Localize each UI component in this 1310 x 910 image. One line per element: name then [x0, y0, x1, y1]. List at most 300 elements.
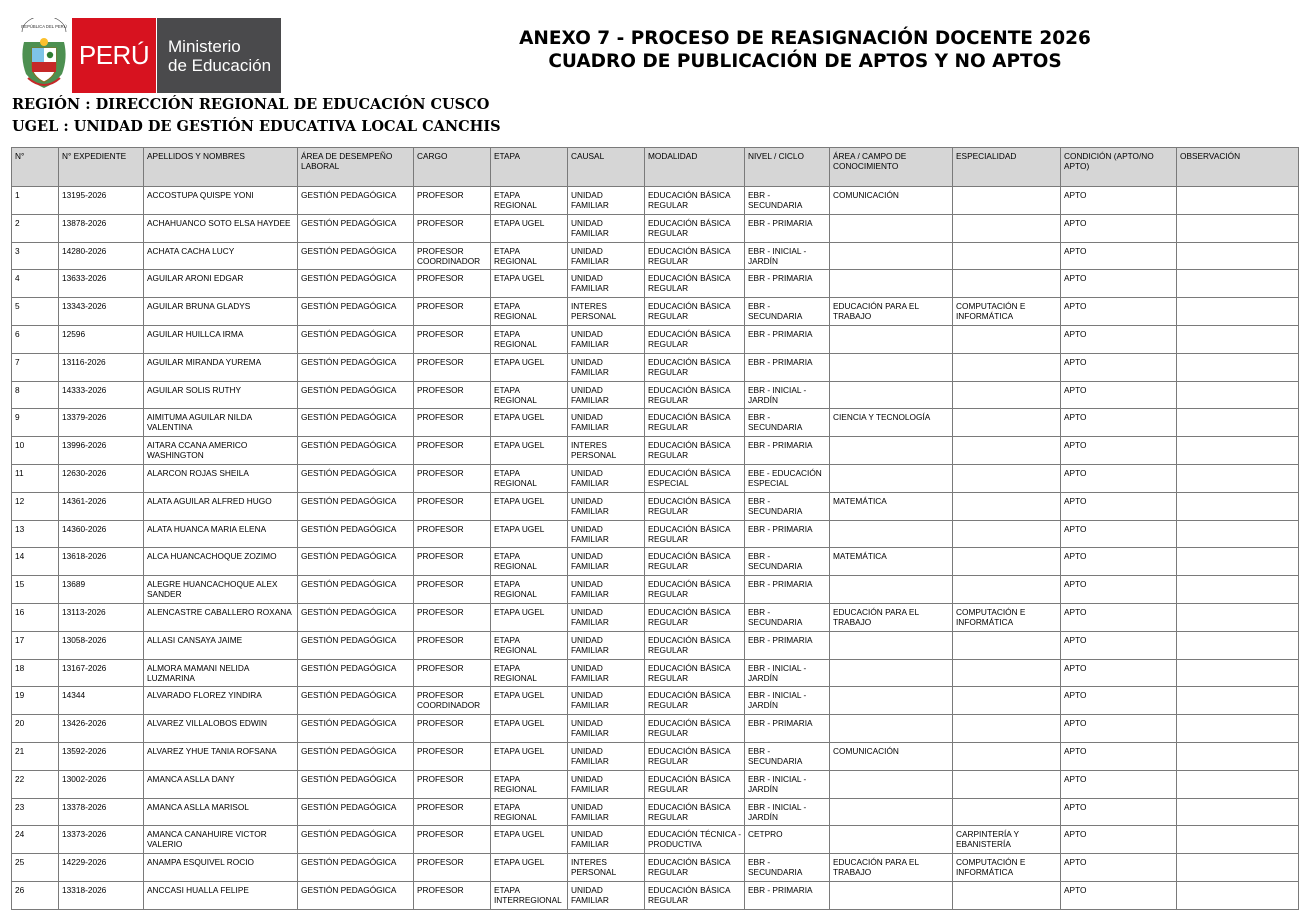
- table-cell: 15: [12, 576, 59, 604]
- table-cell: GESTIÓN PEDAGÓGICA: [298, 854, 414, 882]
- table-cell: 13343-2026: [59, 298, 144, 326]
- table-cell: ETAPA UGEL: [491, 826, 568, 854]
- table-cell: EBR - SECUNDARIA: [745, 187, 830, 215]
- table-cell: ETAPA UGEL: [491, 854, 568, 882]
- table-cell: EDUCACIÓN BÁSICA REGULAR: [645, 353, 745, 381]
- table-row: [12, 409, 1299, 437]
- table-cell: [1177, 770, 1299, 798]
- table-cell: ETAPA UGEL: [491, 437, 568, 465]
- table-cell: PROFESOR COORDINADOR: [414, 687, 491, 715]
- table-cell: 13113-2026: [59, 603, 144, 631]
- document-header: [0, 0, 1310, 145]
- table-cell: PROFESOR: [414, 270, 491, 298]
- column-header: ÁREA DE DESEMPEÑO LABORAL: [298, 148, 414, 187]
- table-row: [12, 548, 1299, 576]
- table-cell: EBR - PRIMARIA: [745, 325, 830, 353]
- table-cell: [830, 437, 953, 465]
- table-cell: EDUCACIÓN BÁSICA REGULAR: [645, 854, 745, 882]
- table-cell: EBR - PRIMARIA: [745, 270, 830, 298]
- table-cell: EBR - PRIMARIA: [745, 715, 830, 743]
- table-cell: EDUCACIÓN BÁSICA REGULAR: [645, 548, 745, 576]
- table-cell: GESTIÓN PEDAGÓGICA: [298, 770, 414, 798]
- table-cell: EBR - PRIMARIA: [745, 353, 830, 381]
- table-cell: GESTIÓN PEDAGÓGICA: [298, 464, 414, 492]
- table-cell: APTO: [1061, 881, 1177, 909]
- table-cell: 14344: [59, 687, 144, 715]
- table-cell: ACCOSTUPA QUISPE YONI: [144, 187, 298, 215]
- table-cell: APTO: [1061, 214, 1177, 242]
- table-cell: 13996-2026: [59, 437, 144, 465]
- table-cell: AMANCA CANAHUIRE VICTOR VALERIO: [144, 826, 298, 854]
- table-cell: ETAPA UGEL: [491, 603, 568, 631]
- table-cell: CETPRO: [745, 826, 830, 854]
- table-cell: GESTIÓN PEDAGÓGICA: [298, 187, 414, 215]
- table-cell: EDUCACIÓN PARA EL TRABAJO: [830, 854, 953, 882]
- table-cell: GESTIÓN PEDAGÓGICA: [298, 242, 414, 270]
- table-cell: [1177, 576, 1299, 604]
- table-cell: ETAPA UGEL: [491, 270, 568, 298]
- table-cell: PROFESOR: [414, 742, 491, 770]
- table-cell: [1177, 381, 1299, 409]
- table-cell: [953, 687, 1061, 715]
- table-cell: 24: [12, 826, 59, 854]
- table-row: [12, 881, 1299, 909]
- table-cell: [953, 325, 1061, 353]
- table-cell: 13167-2026: [59, 659, 144, 687]
- table-cell: GESTIÓN PEDAGÓGICA: [298, 687, 414, 715]
- table-cell: APTO: [1061, 854, 1177, 882]
- table-cell: GESTIÓN PEDAGÓGICA: [298, 270, 414, 298]
- table-cell: 23: [12, 798, 59, 826]
- column-header: OBSERVACIÓN: [1177, 148, 1299, 187]
- table-cell: AITARA CCANA AMERICO WASHINGTON: [144, 437, 298, 465]
- table-cell: [953, 798, 1061, 826]
- table-cell: EDUCACIÓN BÁSICA REGULAR: [645, 631, 745, 659]
- table-row: [12, 353, 1299, 381]
- table-cell: [830, 325, 953, 353]
- table-cell: 4: [12, 270, 59, 298]
- table-cell: 2: [12, 214, 59, 242]
- table-row: [12, 242, 1299, 270]
- table-cell: [1177, 298, 1299, 326]
- column-header: N°: [12, 148, 59, 187]
- table-cell: EBR - SECUNDARIA: [745, 603, 830, 631]
- table-cell: GESTIÓN PEDAGÓGICA: [298, 353, 414, 381]
- table-cell: EBR - PRIMARIA: [745, 520, 830, 548]
- table-cell: EDUCACIÓN BÁSICA REGULAR: [645, 715, 745, 743]
- table-cell: APTO: [1061, 770, 1177, 798]
- table-cell: [1177, 854, 1299, 882]
- table-cell: UNIDAD FAMILIAR: [568, 659, 645, 687]
- table-cell: [830, 270, 953, 298]
- table-cell: PROFESOR: [414, 826, 491, 854]
- table-cell: ETAPA REGIONAL: [491, 242, 568, 270]
- table-cell: UNIDAD FAMILIAR: [568, 492, 645, 520]
- table-cell: UNIDAD FAMILIAR: [568, 826, 645, 854]
- table-cell: PROFESOR: [414, 770, 491, 798]
- table-cell: [1177, 325, 1299, 353]
- table-row: [12, 214, 1299, 242]
- table-row: [12, 631, 1299, 659]
- table-cell: COMUNICACIÓN: [830, 187, 953, 215]
- table-cell: [1177, 492, 1299, 520]
- results-table: [11, 147, 1299, 910]
- table-cell: [830, 715, 953, 743]
- table-cell: APTO: [1061, 298, 1177, 326]
- table-cell: 7: [12, 353, 59, 381]
- table-cell: UNIDAD FAMILIAR: [568, 464, 645, 492]
- table-cell: APTO: [1061, 353, 1177, 381]
- column-header: ÁREA / CAMPO DE CONOCIMIENTO: [830, 148, 953, 187]
- table-cell: INTERES PERSONAL: [568, 854, 645, 882]
- table-row: [12, 187, 1299, 215]
- table-cell: [953, 715, 1061, 743]
- table-cell: UNIDAD FAMILIAR: [568, 270, 645, 298]
- table-cell: 25: [12, 854, 59, 882]
- table-cell: APTO: [1061, 381, 1177, 409]
- table-cell: PROFESOR COORDINADOR: [414, 242, 491, 270]
- table-cell: GESTIÓN PEDAGÓGICA: [298, 437, 414, 465]
- table-cell: ETAPA UGEL: [491, 214, 568, 242]
- table-cell: EBR - SECUNDARIA: [745, 409, 830, 437]
- table-cell: [830, 826, 953, 854]
- table-cell: ANCCASI HUALLA FELIPE: [144, 881, 298, 909]
- table-cell: EBR - SECUNDARIA: [745, 298, 830, 326]
- table-cell: ALENCASTRE CABALLERO ROXANA: [144, 603, 298, 631]
- table-cell: APTO: [1061, 242, 1177, 270]
- table-cell: PROFESOR: [414, 381, 491, 409]
- table-cell: ETAPA INTERREGIONAL: [491, 881, 568, 909]
- table-cell: 21: [12, 742, 59, 770]
- table-cell: [953, 576, 1061, 604]
- table-cell: EDUCACIÓN BÁSICA REGULAR: [645, 381, 745, 409]
- table-cell: PROFESOR: [414, 325, 491, 353]
- table-cell: 22: [12, 770, 59, 798]
- table-cell: [953, 214, 1061, 242]
- table-cell: ETAPA REGIONAL: [491, 659, 568, 687]
- table-cell: ETAPA REGIONAL: [491, 770, 568, 798]
- column-header: CARGO: [414, 148, 491, 187]
- peru-coat-of-arms-icon: [16, 18, 72, 93]
- table-cell: [830, 242, 953, 270]
- table-row: [12, 437, 1299, 465]
- table-cell: GESTIÓN PEDAGÓGICA: [298, 409, 414, 437]
- table-cell: EDUCACIÓN PARA EL TRABAJO: [830, 603, 953, 631]
- table-cell: UNIDAD FAMILIAR: [568, 381, 645, 409]
- table-cell: PROFESOR: [414, 659, 491, 687]
- table-cell: 11: [12, 464, 59, 492]
- table-cell: EDUCACIÓN BÁSICA REGULAR: [645, 576, 745, 604]
- table-cell: EDUCACIÓN BÁSICA REGULAR: [645, 187, 745, 215]
- table-cell: 14: [12, 548, 59, 576]
- table-cell: 12596: [59, 325, 144, 353]
- column-header: N° EXPEDIENTE: [59, 148, 144, 187]
- table-cell: EDUCACIÓN BÁSICA ESPECIAL: [645, 464, 745, 492]
- table-cell: INTERES PERSONAL: [568, 437, 645, 465]
- table-cell: MATEMÁTICA: [830, 548, 953, 576]
- table-cell: GESTIÓN PEDAGÓGICA: [298, 881, 414, 909]
- table-cell: UNIDAD FAMILIAR: [568, 520, 645, 548]
- table-cell: 26: [12, 881, 59, 909]
- table-cell: APTO: [1061, 270, 1177, 298]
- table-cell: ALATA HUANCA MARIA ELENA: [144, 520, 298, 548]
- table-cell: PROFESOR: [414, 881, 491, 909]
- table-cell: 13318-2026: [59, 881, 144, 909]
- table-cell: APTO: [1061, 603, 1177, 631]
- table-cell: EBR - INICIAL - JARDÍN: [745, 798, 830, 826]
- table-cell: ETAPA UGEL: [491, 715, 568, 743]
- table-cell: UNIDAD FAMILIAR: [568, 742, 645, 770]
- table-cell: [1177, 603, 1299, 631]
- table-cell: [1177, 798, 1299, 826]
- table-cell: APTO: [1061, 687, 1177, 715]
- table-cell: [1177, 187, 1299, 215]
- table-cell: EDUCACIÓN BÁSICA REGULAR: [645, 325, 745, 353]
- table-cell: EDUCACIÓN BÁSICA REGULAR: [645, 687, 745, 715]
- table-cell: [1177, 687, 1299, 715]
- table-cell: 13058-2026: [59, 631, 144, 659]
- table-cell: APTO: [1061, 492, 1177, 520]
- table-cell: PROFESOR: [414, 437, 491, 465]
- table-row: [12, 659, 1299, 687]
- table-cell: 14361-2026: [59, 492, 144, 520]
- table-cell: EDUCACIÓN BÁSICA REGULAR: [645, 214, 745, 242]
- table-cell: GESTIÓN PEDAGÓGICA: [298, 325, 414, 353]
- table-cell: PROFESOR: [414, 492, 491, 520]
- table-cell: CARPINTERÍA Y EBANISTERÍA: [953, 826, 1061, 854]
- table-cell: 9: [12, 409, 59, 437]
- table-cell: [830, 353, 953, 381]
- table-row: [12, 687, 1299, 715]
- table-cell: PROFESOR: [414, 603, 491, 631]
- table-cell: AIMITUMA AGUILAR NILDA VALENTINA: [144, 409, 298, 437]
- table-cell: [1177, 242, 1299, 270]
- table-cell: UNIDAD FAMILIAR: [568, 631, 645, 659]
- table-row: [12, 770, 1299, 798]
- table-cell: 13426-2026: [59, 715, 144, 743]
- table-cell: [1177, 437, 1299, 465]
- table-cell: 10: [12, 437, 59, 465]
- table-cell: APTO: [1061, 576, 1177, 604]
- table-cell: ETAPA UGEL: [491, 409, 568, 437]
- table-cell: COMPUTACIÓN E INFORMÁTICA: [953, 298, 1061, 326]
- table-cell: [830, 381, 953, 409]
- table-cell: [830, 798, 953, 826]
- table-cell: [1177, 353, 1299, 381]
- table-cell: [830, 631, 953, 659]
- table-cell: EDUCACIÓN BÁSICA REGULAR: [645, 798, 745, 826]
- table-cell: ETAPA UGEL: [491, 742, 568, 770]
- table-cell: PROFESOR: [414, 631, 491, 659]
- table-cell: APTO: [1061, 464, 1177, 492]
- table-cell: ETAPA REGIONAL: [491, 464, 568, 492]
- table-cell: UNIDAD FAMILIAR: [568, 325, 645, 353]
- table-cell: [953, 464, 1061, 492]
- table-cell: [830, 881, 953, 909]
- table-cell: COMUNICACIÓN: [830, 742, 953, 770]
- column-header: ETAPA: [491, 148, 568, 187]
- table-cell: EBE - EDUCACIÓN ESPECIAL: [745, 464, 830, 492]
- table-cell: AGUILAR ARONI EDGAR: [144, 270, 298, 298]
- table-cell: GESTIÓN PEDAGÓGICA: [298, 798, 414, 826]
- table-cell: EBR - SECUNDARIA: [745, 492, 830, 520]
- table-cell: 13195-2026: [59, 187, 144, 215]
- table-cell: ETAPA REGIONAL: [491, 325, 568, 353]
- table-cell: [1177, 715, 1299, 743]
- minedu-logo: [16, 18, 281, 93]
- table-cell: UNIDAD FAMILIAR: [568, 353, 645, 381]
- table-cell: AGUILAR BRUNA GLADYS: [144, 298, 298, 326]
- table-cell: EDUCACIÓN BÁSICA REGULAR: [645, 603, 745, 631]
- table-cell: PROFESOR: [414, 464, 491, 492]
- table-cell: AGUILAR MIRANDA YUREMA: [144, 353, 298, 381]
- table-cell: 8: [12, 381, 59, 409]
- table-cell: EBR - INICIAL - JARDÍN: [745, 770, 830, 798]
- table-row: [12, 298, 1299, 326]
- table-cell: COMPUTACIÓN E INFORMÁTICA: [953, 603, 1061, 631]
- table-cell: ETAPA REGIONAL: [491, 381, 568, 409]
- table-cell: [953, 187, 1061, 215]
- table-cell: 14333-2026: [59, 381, 144, 409]
- table-cell: EBR - INICIAL - JARDÍN: [745, 381, 830, 409]
- table-cell: EDUCACIÓN BÁSICA REGULAR: [645, 242, 745, 270]
- table-cell: [1177, 409, 1299, 437]
- table-cell: GESTIÓN PEDAGÓGICA: [298, 520, 414, 548]
- table-cell: ETAPA UGEL: [491, 687, 568, 715]
- region-label: REGIÓN : DIRECCIÓN REGIONAL DE EDUCACIÓN CUSCO: [12, 96, 490, 113]
- table-cell: CIENCIA Y TECNOLOGÍA: [830, 409, 953, 437]
- table-cell: [953, 742, 1061, 770]
- table-cell: ETAPA UGEL: [491, 520, 568, 548]
- table-row: [12, 270, 1299, 298]
- table-cell: [953, 353, 1061, 381]
- table-cell: EDUCACIÓN BÁSICA REGULAR: [645, 298, 745, 326]
- table-cell: GESTIÓN PEDAGÓGICA: [298, 214, 414, 242]
- table-cell: GESTIÓN PEDAGÓGICA: [298, 742, 414, 770]
- ministry-name: [157, 18, 281, 93]
- table-cell: APTO: [1061, 742, 1177, 770]
- table-cell: 3: [12, 242, 59, 270]
- table-cell: 13633-2026: [59, 270, 144, 298]
- table-cell: PROFESOR: [414, 798, 491, 826]
- table-cell: [953, 242, 1061, 270]
- table-cell: EDUCACIÓN BÁSICA REGULAR: [645, 520, 745, 548]
- table-cell: ALATA AGUILAR ALFRED HUGO: [144, 492, 298, 520]
- table-cell: [1177, 742, 1299, 770]
- table-cell: GESTIÓN PEDAGÓGICA: [298, 381, 414, 409]
- table-cell: PROFESOR: [414, 520, 491, 548]
- table-cell: GESTIÓN PEDAGÓGICA: [298, 631, 414, 659]
- table-cell: UNIDAD FAMILIAR: [568, 409, 645, 437]
- table-cell: ETAPA REGIONAL: [491, 298, 568, 326]
- table-cell: UNIDAD FAMILIAR: [568, 770, 645, 798]
- table-cell: [953, 631, 1061, 659]
- table-cell: AGUILAR SOLIS RUTHY: [144, 381, 298, 409]
- table-cell: APTO: [1061, 798, 1177, 826]
- column-header: MODALIDAD: [645, 148, 745, 187]
- table-cell: 13618-2026: [59, 548, 144, 576]
- table-cell: ACHAHUANCO SOTO ELSA HAYDEE: [144, 214, 298, 242]
- table-cell: EBR - INICIAL - JARDÍN: [745, 687, 830, 715]
- table-cell: UNIDAD FAMILIAR: [568, 576, 645, 604]
- table-cell: 13689: [59, 576, 144, 604]
- table-cell: UNIDAD FAMILIAR: [568, 242, 645, 270]
- peru-label: PERÚ: [72, 18, 156, 93]
- table-cell: [953, 437, 1061, 465]
- table-cell: ALVAREZ VILLALOBOS EDWIN: [144, 715, 298, 743]
- table-cell: [953, 881, 1061, 909]
- table-cell: ALMORA MAMANI NELIDA LUZMARINA: [144, 659, 298, 687]
- table-cell: INTERES PERSONAL: [568, 298, 645, 326]
- table-cell: ETAPA REGIONAL: [491, 798, 568, 826]
- table-row: [12, 742, 1299, 770]
- table-cell: ALVARADO FLOREZ YINDIRA: [144, 687, 298, 715]
- column-header: NIVEL / CICLO: [745, 148, 830, 187]
- table-cell: ALEGRE HUANCACHOQUE ALEX SANDER: [144, 576, 298, 604]
- table-cell: EBR - SECUNDARIA: [745, 854, 830, 882]
- table-cell: EDUCACIÓN BÁSICA REGULAR: [645, 437, 745, 465]
- table-cell: EBR - PRIMARIA: [745, 881, 830, 909]
- table-cell: UNIDAD FAMILIAR: [568, 687, 645, 715]
- table-cell: PROFESOR: [414, 298, 491, 326]
- table-cell: GESTIÓN PEDAGÓGICA: [298, 576, 414, 604]
- table-cell: [830, 659, 953, 687]
- table-cell: EBR - SECUNDARIA: [745, 742, 830, 770]
- table-cell: EDUCACIÓN BÁSICA REGULAR: [645, 270, 745, 298]
- table-cell: EBR - INICIAL - JARDÍN: [745, 659, 830, 687]
- table-row: [12, 826, 1299, 854]
- table-cell: 16: [12, 603, 59, 631]
- table-row: [12, 381, 1299, 409]
- table-cell: GESTIÓN PEDAGÓGICA: [298, 659, 414, 687]
- table-cell: 1: [12, 187, 59, 215]
- table-cell: [1177, 270, 1299, 298]
- table-cell: 14280-2026: [59, 242, 144, 270]
- table-cell: 17: [12, 631, 59, 659]
- table-cell: EDUCACIÓN BÁSICA REGULAR: [645, 742, 745, 770]
- table-cell: APTO: [1061, 715, 1177, 743]
- table-cell: 6: [12, 325, 59, 353]
- table-cell: APTO: [1061, 631, 1177, 659]
- table-cell: UNIDAD FAMILIAR: [568, 603, 645, 631]
- table-cell: EBR - SECUNDARIA: [745, 548, 830, 576]
- title-line-1: ANEXO 7 - PROCESO DE REASIGNACIÓN DOCENTE 2026: [519, 28, 1091, 49]
- table-row: [12, 325, 1299, 353]
- table-cell: [953, 381, 1061, 409]
- table-cell: EBR - PRIMARIA: [745, 437, 830, 465]
- table-cell: APTO: [1061, 437, 1177, 465]
- table-header-row: [12, 148, 1299, 187]
- table-cell: [830, 464, 953, 492]
- table-row: [12, 492, 1299, 520]
- table-cell: 13002-2026: [59, 770, 144, 798]
- table-cell: 20: [12, 715, 59, 743]
- table-cell: EBR - INICIAL - JARDÍN: [745, 242, 830, 270]
- ugel-label: UGEL : UNIDAD DE GESTIÓN EDUCATIVA LOCAL CANCHIS: [12, 118, 501, 135]
- table-cell: [1177, 464, 1299, 492]
- table-cell: [1177, 548, 1299, 576]
- table-cell: [953, 770, 1061, 798]
- table-cell: 13878-2026: [59, 214, 144, 242]
- table-cell: UNIDAD FAMILIAR: [568, 214, 645, 242]
- table-cell: [830, 687, 953, 715]
- ministry-line-1: Ministerio: [168, 36, 241, 56]
- table-cell: PROFESOR: [414, 715, 491, 743]
- document-title: [440, 27, 1170, 73]
- table-cell: UNIDAD FAMILIAR: [568, 548, 645, 576]
- table-cell: GESTIÓN PEDAGÓGICA: [298, 298, 414, 326]
- table-cell: ALCA HUANCACHOQUE ZOZIMO: [144, 548, 298, 576]
